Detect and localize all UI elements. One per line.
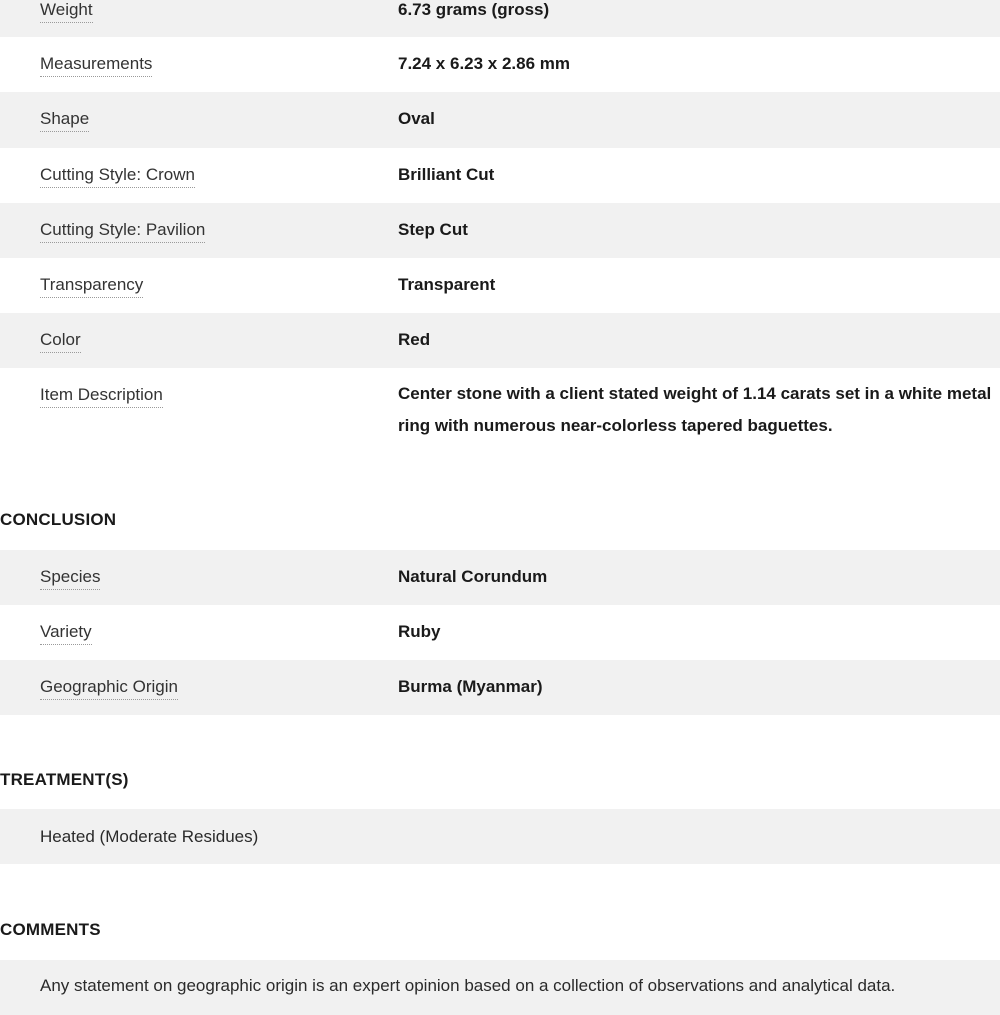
conclusion-label[interactable]: Variety <box>40 622 92 645</box>
detail-label[interactable]: Transparency <box>40 275 143 298</box>
detail-label[interactable]: Measurements <box>40 54 152 77</box>
detail-value: Step Cut <box>398 220 468 239</box>
conclusion-row-species <box>0 550 1000 605</box>
detail-row-description <box>0 368 1000 458</box>
conclusion-row-variety <box>0 605 1000 660</box>
detail-label[interactable]: Shape <box>40 109 89 132</box>
detail-label[interactable]: Item Description <box>40 385 163 408</box>
conclusion-row-origin <box>0 660 1000 715</box>
detail-value: Brilliant Cut <box>398 165 495 184</box>
detail-row-transparency <box>0 258 1000 313</box>
treatment-item: Heated (Moderate Residues) <box>40 827 259 846</box>
detail-row-crown <box>0 148 1000 203</box>
detail-row-shape <box>0 92 1000 148</box>
detail-value: Transparent <box>398 275 496 294</box>
conclusion-value: Ruby <box>398 622 441 641</box>
treatments-heading: TREATMENT(S) <box>0 770 129 789</box>
detail-row-weight <box>0 0 1000 37</box>
comments-row <box>0 960 1000 1015</box>
detail-value: 6.73 grams (gross) <box>398 0 550 19</box>
detail-value: Red <box>398 330 431 349</box>
comments-heading: COMMENTS <box>0 920 101 939</box>
detail-value: Center stone with a client stated weight of 1.14 carats set in a white metal ring with numerous near-colorless tapered baguettes. <box>398 384 992 435</box>
detail-row-pavilion <box>0 203 1000 258</box>
detail-row-measurements <box>0 37 1000 92</box>
detail-label[interactable]: Cutting Style: Pavilion <box>40 220 205 243</box>
detail-label[interactable]: Weight <box>40 0 93 23</box>
conclusion-value: Natural Corundum <box>398 567 548 586</box>
conclusion-value: Burma (Myanmar) <box>398 677 543 696</box>
conclusion-heading: CONCLUSION <box>0 510 117 529</box>
detail-value: Oval <box>398 109 435 128</box>
detail-label[interactable]: Cutting Style: Crown <box>40 165 195 188</box>
conclusion-label[interactable]: Geographic Origin <box>40 677 178 700</box>
detail-label[interactable]: Color <box>40 330 81 353</box>
detail-row-color <box>0 313 1000 368</box>
detail-value: 7.24 x 6.23 x 2.86 mm <box>398 54 571 73</box>
treatment-row <box>0 809 1000 864</box>
conclusion-label[interactable]: Species <box>40 567 100 590</box>
comments-text: Any statement on geographic origin is an expert opinion based on a collection of observations and analytical data. <box>40 976 896 995</box>
